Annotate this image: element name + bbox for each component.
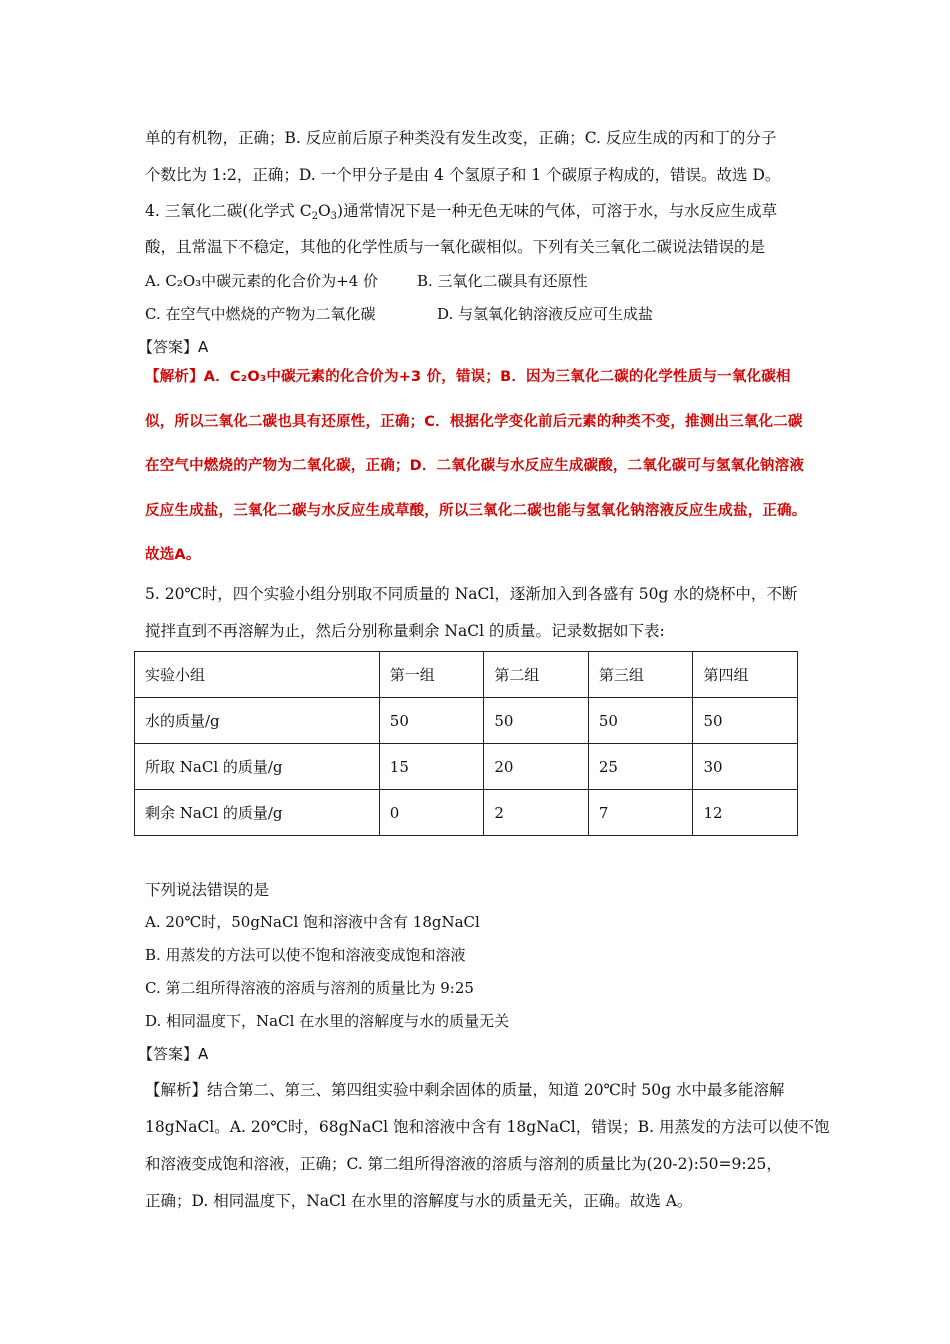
table-header-cell: 第二组 [484, 652, 589, 698]
intro-line-1: 单的有机物，正确；B. 反应前后原子种类没有发生改变，正确；C. 反应生成的丙和丁的分子 [145, 129, 777, 147]
q4-option-c: C. 在空气中燃烧的产物为二氧化碳 [145, 305, 376, 323]
q5-stem-line-2: 搅拌直到不再溶解为止，然后分别称量剩余 NaCl 的质量。记录数据如下表: [145, 622, 665, 640]
table-cell: 所取 NaCl 的质量/g [135, 744, 380, 790]
table-cell: 15 [379, 744, 484, 790]
q5-analysis-line-1: 【解析】结合第二、第三、第四组实验中剩余固体的质量，知道 20℃时 50g 水中最多能溶解 [145, 1081, 785, 1099]
table-row [135, 744, 798, 790]
table-header-cell: 第三组 [588, 652, 693, 698]
q4-stem-line-1: 4. 三氧化二碳(化学式 C2O3)通常情况下是一种无色无味的气体，可溶于水，与水反应生成草 [145, 202, 778, 222]
table-cell: 0 [379, 790, 484, 836]
q5-option-b: B. 用蒸发的方法可以使不饱和溶液变成饱和溶液 [145, 946, 466, 964]
table-row [135, 698, 798, 744]
table-header-cell: 实验小组 [135, 652, 380, 698]
q5-analysis-line-3: 和溶液变成饱和溶液，正确；C. 第二组所得溶液的溶质与溶剂的质量比为(20-2):50=9:25， [145, 1155, 782, 1173]
q4-stem-line-2: 酸，且常温下不稳定，其他的化学性质与一氧化碳相似。下列有关三氧化二碳说法错误的是 [145, 238, 766, 256]
table-cell: 20 [484, 744, 589, 790]
intro-line-2: 个数比为 1:2，正确；D. 一个甲分子是由 4 个氢原子和 1 个碳原子构成的，错误。故选 D。 [145, 166, 781, 184]
q4-answer: 【答案】A [138, 338, 209, 356]
table-cell: 12 [693, 790, 798, 836]
q4-analysis: 【解析】A．C₂O₃中碳元素的化合价为+3 价，错误；B．因为三氧化二碳的化学性质与一氧化碳相似，所以三氧化二碳也具有还原性，正确；C．根据化学变化前后元素的种类不变，推测出三氧化二碳在空气中燃烧的产物为二氧化碳，正确；D．二氧化碳与水反应生成碳酸，二氧化碳可与氢氧化钠溶液反应生成盐，三氧化二碳与水反应生成草酸，所以三氧化二碳也能与氢氧化钠溶液反应生成盐，正确。故选A。 [145, 369, 807, 563]
table-cell: 2 [484, 790, 589, 836]
table-cell: 50 [379, 698, 484, 744]
table-cell: 50 [588, 698, 693, 744]
q5-analysis-line-2: 18gNaCl。A. 20℃时，68gNaCl 饱和溶液中含有 18gNaCl，错误；B. 用蒸发的方法可以使不饱 [145, 1118, 830, 1136]
q5-answer: 【答案】A [138, 1045, 209, 1063]
table-cell: 50 [484, 698, 589, 744]
q4-option-d: D. 与氢氧化钠溶液反应可生成盐 [437, 305, 654, 323]
table-cell: 25 [588, 744, 693, 790]
table-header-cell: 第四组 [693, 652, 798, 698]
q5-analysis-line-4: 正确；D. 相同温度下，NaCl 在水里的溶解度与水的质量无关，正确。故选 A。 [145, 1192, 693, 1210]
table-cell: 剩余 NaCl 的质量/g [135, 790, 380, 836]
table-cell: 30 [693, 744, 798, 790]
q5-prompt: 下列说法错误的是 [145, 881, 270, 899]
q4-option-a: A. C₂O₃中碳元素的化合价为+4 价 [145, 272, 379, 290]
table-cell: 7 [588, 790, 693, 836]
table-row [135, 790, 798, 836]
q5-option-a: A. 20℃时，50gNaCl 饱和溶液中含有 18gNaCl [145, 913, 480, 931]
q5-stem-line-1: 5. 20℃时，四个实验小组分别取不同质量的 NaCl，逐渐加入到各盛有 50g 水的烧杯中，不断 [145, 585, 798, 603]
nacl-data-table [134, 651, 798, 836]
table-header-row [135, 652, 798, 698]
q5-option-d: D. 相同温度下，NaCl 在水里的溶解度与水的质量无关 [145, 1012, 510, 1030]
table-cell: 水的质量/g [135, 698, 380, 744]
q4-option-b: B. 三氧化二碳具有还原性 [417, 272, 588, 290]
q5-option-c: C. 第二组所得溶液的溶质与溶剂的质量比为 9:25 [145, 979, 474, 997]
table-cell: 50 [693, 698, 798, 744]
table-header-cell: 第一组 [379, 652, 484, 698]
